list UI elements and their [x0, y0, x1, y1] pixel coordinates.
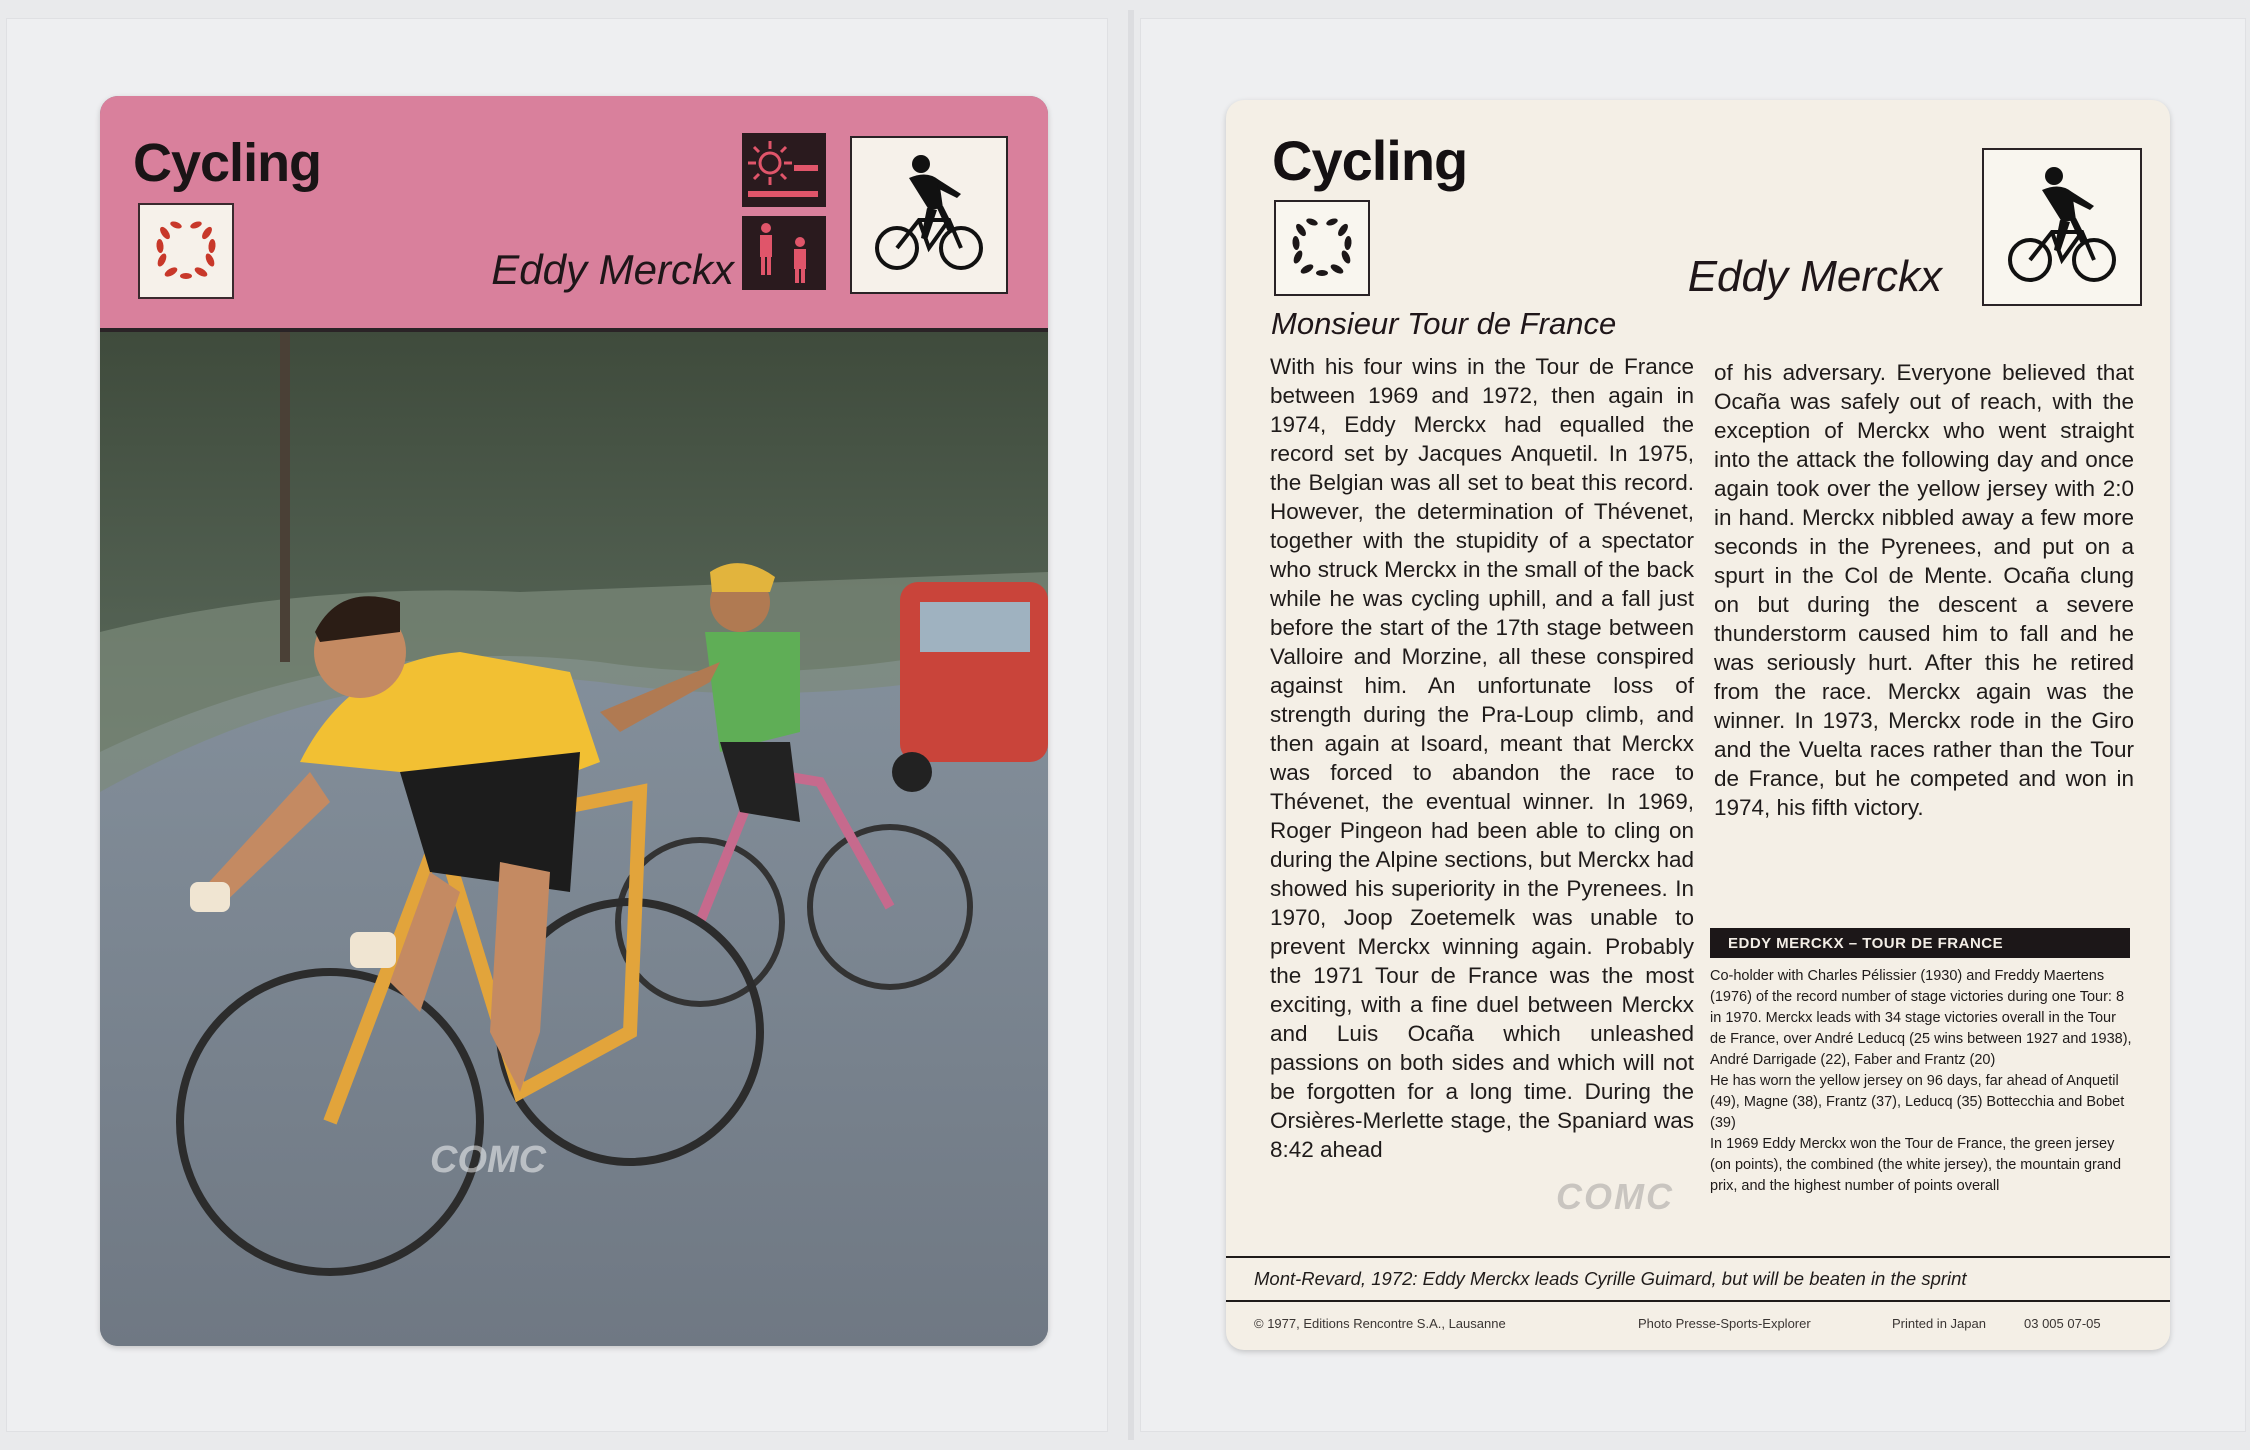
card-front	[100, 96, 1048, 1346]
article-column-left: With his four wins in the Tour de France between 1969 and 1972, then again in 1974, Eddy Merckx had equalled the record set by Jacques Anquetil. In 1975, the Belgian was all set to beat this record. However, the determination of Thévenet, together with the stupidity of a spectator who struck Merckx in the small of the back while he was cycling uphill, and a fall just before the start of the 17th stage between Valloire and Morzine, all these conspired against him. An unfortunate loss of strength during the Pra-Loup climb, and then again at Isoard, meant that Merckx was forced to abandon the race to Thévenet, the eventual winner. In 1969, Roger Pingeon had been able to cling on during the Alpine sections, but Merckx had showed his superiority in the Pyrenees. In 1970, Joop Zoetemelk was unable to prevent Merckx winning again. Probably the 1971 Tour de France was the most exciting, with a fine duel between Merckx and Luis Ocaña which unleashed passions on both sides and which will not be forgotten for a long time. During the Orsières-Merlette stage, the Spaniard was 8:42 ahead	[1270, 354, 1694, 1162]
stats-heading: EDDY MERCKX – TOUR DE FRANCE	[1710, 928, 2130, 958]
cyclist-icon	[850, 136, 1008, 294]
stats-item: Co-holder with Charles Pélissier (1930) and Freddy Maertens (1976) of the record number of stage victories during one Tour: 8 in 1970. Merckx leads with 34 stage victories overall in the Tour de France, over André Leducq (25 wins between 1927 and 1938), André Darrigade (22), Faber and Frantz (20)	[1710, 968, 2132, 1068]
photo-caption: Mont-Revard, 1972: Eddy Merckx leads Cyrille Guimard, but will be beaten in the sprint	[1254, 1268, 1967, 1289]
copyright-text: © 1977, Editions Rencontre S.A., Lausanne	[1254, 1316, 1506, 1331]
stats-item: He has worn the yellow jersey on 96 days, far ahead of Anquetil (49), Magne (38), Frantz (37), Leducq (35) Bottecchia and Bobet (39)	[1710, 1073, 2125, 1131]
article-column-right: of his adversary. Everyone believed that Ocaña was safely out of reach, with the exception of Merckx who went straight into the attack the following day and once again took over the yellow jersey with 2:0 in hand. Merckx nibbled away a few more seconds in the Pyrenees, and put on a spurt in the Col de Mente. Ocaña clung on but during the descent a severe thunderstorm caused him to fall and he was seriously hurt. After this he retired from the race. Merckx again was the winner. In 1973, Merckx rode in the Giro and the Vuelta races rather than the Tour de France, but he competed and won in 1974, his fifth victory.	[1714, 360, 2134, 820]
laurel-wreath-icon	[1274, 200, 1370, 296]
watermark-text: COMC	[1556, 1176, 1674, 1217]
watermark-text: COMC	[430, 1139, 547, 1181]
printed-in: Printed in Japan	[1892, 1316, 1986, 1331]
sleeve-seam	[1128, 10, 1134, 1440]
front-title: Cycling	[133, 133, 322, 193]
sun-icon	[742, 133, 826, 207]
article-subtitle: Monsieur Tour de France	[1271, 306, 1617, 341]
divider	[1226, 1256, 2170, 1258]
stats-item: In 1969 Eddy Merckx won the Tour de France, the green jersey (on points), the combined (the white jersey), the mountain grand prix, and the highest number of points overall	[1710, 1136, 2122, 1194]
front-header	[100, 96, 1048, 332]
divider	[1226, 1300, 2170, 1302]
people-icon	[742, 216, 826, 290]
back-player-name: Eddy Merckx	[1687, 252, 1942, 301]
card-code: 03 005 07-05	[2024, 1316, 2101, 1331]
photo-credit: Photo Presse-Sports-Explorer	[1638, 1316, 1811, 1331]
back-title: Cycling	[1272, 129, 1468, 192]
front-player-name: Eddy Merckx	[491, 246, 734, 293]
card-back	[1226, 100, 2170, 1350]
cycling-photo	[100, 332, 1048, 1346]
stats-list	[1710, 966, 2134, 1197]
laurel-wreath-icon	[138, 203, 234, 299]
cyclist-icon	[1982, 148, 2142, 306]
